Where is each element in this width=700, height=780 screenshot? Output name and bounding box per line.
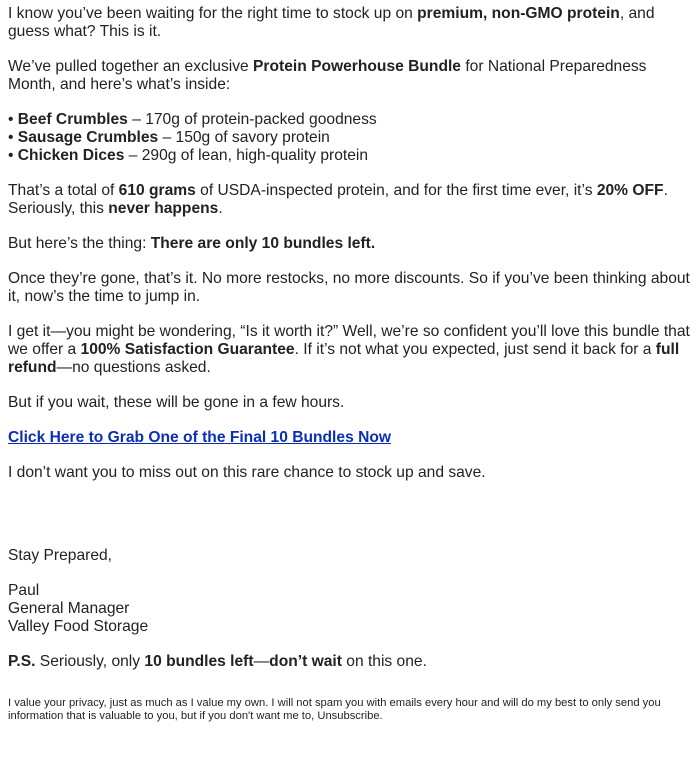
miss-paragraph: I don’t want you to miss out on this rare chance to stock up and save. — [8, 464, 486, 481]
ps-text: Seriously, only — [35, 653, 145, 670]
total-text-3: . Seriously, this — [8, 182, 668, 217]
bullet: • — [8, 129, 18, 146]
ps-dash: — — [253, 653, 270, 670]
intro-paragraph — [8, 5, 692, 41]
item-desc: – 150g of savory protein — [158, 129, 330, 146]
guarantee-text-2: . If it’s not what you expected, just send it back for a — [294, 341, 656, 358]
signoff: Stay Prepared, — [8, 547, 113, 564]
total-paragraph — [8, 182, 692, 218]
cta-paragraph — [8, 429, 692, 447]
total-text: That’s a total of — [8, 182, 119, 199]
intro-text: I know you’ve been waiting for the right time to stock up on — [8, 5, 418, 22]
unsubscribe-link[interactable]: Unsubscribe — [317, 710, 380, 722]
ps-text-end: on this one. — [341, 653, 427, 670]
bundle-name: Protein Powerhouse Bundle — [253, 58, 461, 75]
signature-title: General Manager — [8, 600, 130, 617]
ps-paragraph — [8, 653, 692, 671]
never-happens: never happens — [108, 200, 219, 217]
gone-paragraph: Once they’re gone, that’s it. No more restocks, no more discounts. So if you’ve been thinking about it, now’s the time to jump in. — [8, 270, 690, 305]
guarantee-paragraph — [8, 323, 692, 377]
item-name: Chicken Dices — [17, 147, 125, 164]
signature-name: Paul — [8, 582, 40, 599]
list-item — [8, 111, 692, 129]
signature-block — [8, 582, 692, 636]
list-item — [8, 129, 692, 147]
privacy-end: . — [379, 710, 383, 722]
bundle-intro-text: We’ve pulled together an exclusive — [8, 58, 254, 75]
bundle-intro-paragraph — [8, 58, 692, 94]
total-grams: 610 grams — [118, 182, 196, 199]
refund-bold: full refund — [8, 341, 680, 376]
bullet: • — [8, 147, 18, 164]
item-desc: – 170g of protein-packed goodness — [127, 111, 377, 128]
item-name: Beef Crumbles — [17, 111, 128, 128]
intro-bold: premium, non-GMO protein — [417, 5, 620, 22]
cta-link[interactable]: Click Here to Grab One of the Final 10 Bundles Now — [8, 429, 391, 446]
privacy-footer — [8, 697, 692, 723]
ps-bundles-left: 10 bundles left — [144, 653, 254, 670]
privacy-text: I value your privacy, just as much as I value my own. I will not spam you with emails every hour and will do my best to only send you information that is valuable to you, but if you don't want me to, — [8, 697, 661, 722]
signature-company: Valley Food Storage — [8, 618, 149, 635]
ps-dont-wait: don’t wait — [269, 653, 342, 670]
scarcity-bold: There are only 10 bundles left. — [150, 235, 376, 252]
bundle-items-list — [8, 111, 692, 165]
guarantee-bold: 100% Satisfaction Guarantee — [80, 341, 295, 358]
item-desc: – 290g of lean, high-quality protein — [124, 147, 369, 164]
bundle-intro-text-end: for National Preparedness Month, and here’s what’s inside: — [8, 58, 647, 93]
item-name: Sausage Crumbles — [17, 129, 159, 146]
bullet: • — [8, 111, 18, 128]
guarantee-text-end: —no questions asked. — [56, 359, 211, 376]
total-text-end: . — [218, 200, 223, 217]
scarcity-text: But here’s the thing: — [8, 235, 151, 252]
ps-label: P.S. — [8, 653, 36, 670]
spacer — [8, 499, 692, 547]
guarantee-text: I get it—you might be wondering, “Is it worth it?” Well, we’re so confident you’ll love this bundle that we offer a — [8, 323, 690, 358]
total-text-2: of USDA-inspected protein, and for the first time ever, it’s — [195, 182, 597, 199]
discount: 20% OFF — [596, 182, 664, 199]
wait-paragraph: But if you wait, these will be gone in a few hours. — [8, 394, 345, 411]
intro-text-end: , and guess what? This is it. — [8, 5, 655, 40]
scarcity-paragraph — [8, 235, 692, 253]
list-item — [8, 147, 692, 165]
